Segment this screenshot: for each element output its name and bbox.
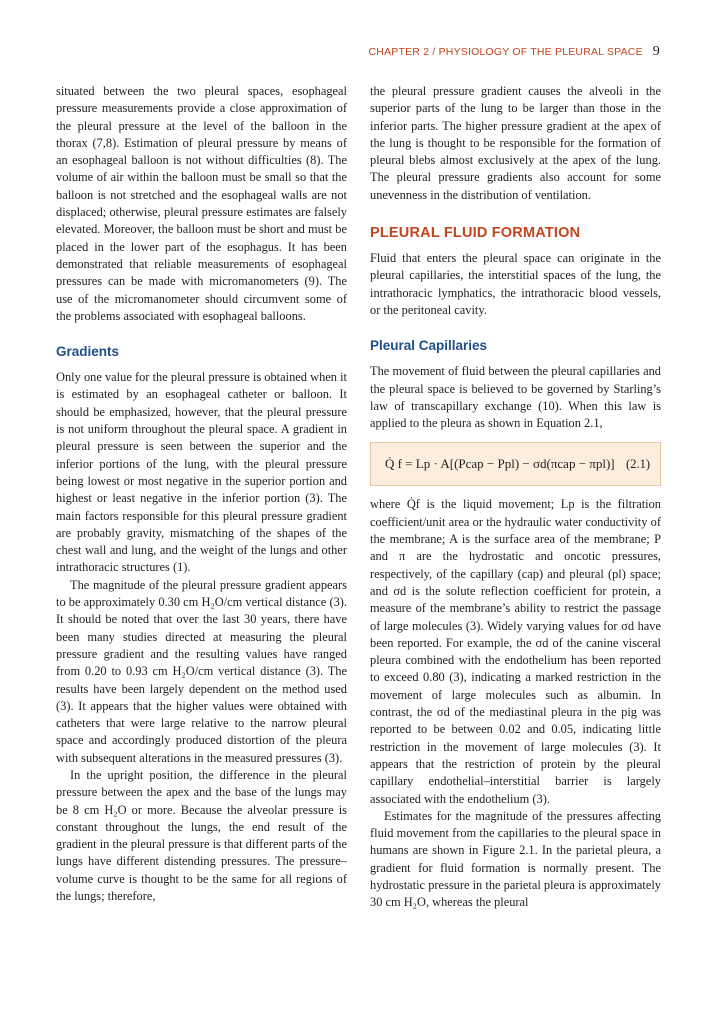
left-column — [56, 83, 347, 905]
paragraph-starling: The movement of fluid between the pleural capillaries and the pleural space is believed to be governed by Starling’s law of transcapillary exchange (10). When this law is applied to the pleura as shown in Equation 2.1, — [370, 364, 661, 431]
heading-gradients: Gradients — [56, 344, 120, 360]
paragraph-upright-position: In the upright position, the difference in the pleural pressure between the apex and the base of the lungs may be 8 cm H₂O or more. Because the alveolar pressure is constant throughout the lungs, the end result of the gradient in the pleural pressure is that different parts of the lungs have different distending pressures. The pressure–volume curve is thought to be the same for all regions of the lungs; therefore, — [56, 767, 347, 904]
running-header — [369, 44, 661, 60]
equation-number: (2.1) — [626, 456, 650, 471]
paragraph-fluid-origin: Fluid that enters the pleural space can originate in the pleural capillaries, the interstitial spaces of the lung, the intrathoracic lymphatics, the intrathoracic blood vessels, or the peritoneal cavity. — [370, 251, 661, 317]
page-number: 9 — [652, 44, 660, 59]
paragraph-pressure-estimates: Estimates for the magnitude of the pressures affecting fluid movement from the capillaries to the pleural space in humans are shown in Figure 2.1. In the parietal pleura, a gradient for fluid formation is normally present. The hydrostatic pressure in the parietal pleura is approximately 30 cm H₂O, whereas the pleural — [370, 808, 661, 910]
paragraph-gradient-magnitude: The magnitude of the pleural pressure gradient appears to be approximately 0.30 cm H₂O/cm vertical distance (3). It should be noted that over the last 30 years, there have been many studies directed at measuring the pleural pressure gradient and the resulting values have ranged from 0.20 to 0.93 cm H₂O/cm vertical distance (3). The results have been largely dependent on the method used (3). It appears that the higher values were obtained with catheters that were large relative to the narrow pleural space and accordingly produced distortion of the pleura with subsequent alterations in the measured pressures (3). — [56, 577, 347, 765]
heading-pleural-capillaries: Pleural Capillaries — [370, 338, 488, 354]
heading-pleural-fluid-formation: PLEURAL FLUID FORMATION — [370, 225, 581, 242]
paragraph-alveoli: the pleural pressure gradient causes the alveoli in the superior parts of the lung to be larger than those in the inferior parts. The higher pressure gradient at the apex of the lung is thought to be responsible for the formation of pleural blebs almost exclusively at the apex of the lung. The pleural pressure gradients also account for some unevenness in the distribution of ventilation. — [370, 84, 661, 202]
paragraph-gradients: Only one value for the pleural pressure is obtained when it is estimated by an esophageal catheter or balloon. It should be emphasized, however, that the pleural pressure is not uniform throughout the pleural space. A gradient in pleural pressure is seen between the superior and the inferior portions of the lung, with the pleural pressure being lowest or most negative in the superior portion and highest or least negative in the inferior portion (3). The main factors responsible for this pleural pressure gradient are probably gravity, mismatching of the shapes of the chest wall and lung, and the weight of the lungs and other intrathoracic structures (1). — [56, 370, 347, 575]
paragraph-starling-terms: where Q̇f is the liquid movement; Lp is the filtration coefficient/unit area or the hydraulic water conductivity of the membrane; A is the surface area of the membrane; P and π are the hydrostatic and oncotic pressures, respectively, of the capillary (cap) and pleural (pl) space; and σd is the solute reflection coefficient for protein, a measure of the membrane’s ability to restrict the passage of large molecules (3). Widely varying values for σd have been reported. For example, the σd of the canine visceral pleura combined with the endothelium has been reported to exceed 0.80 (3), indicating a marked restriction in the movement of large molecules such as albumin. In contrast, the σd of the mediastinal pleura in the pig was reported to be between 0.02 and 0.05, indicating little restriction in the movement of large molecules (3). It appears that the restriction of protein by the pleural capillary endothelial–interstitial barrier is largely associated with the endothelium (3). — [370, 497, 661, 806]
equation-2-1: Q̇ f = Lp · A[(Pcap − Ppl) − σd(πcap − πpl)] — [385, 456, 615, 472]
right-column — [370, 83, 661, 912]
chapter-title: CHAPTER 2 / PHYSIOLOGY OF THE PLEURAL SPACE — [368, 46, 643, 58]
equation-box — [370, 442, 661, 486]
paragraph-esophageal: situated between the two pleural spaces, esophageal pressure measurements provide a close approximation of the pleural pressure at the level of the balloon in the thorax (7,8). Estimation of pleural pressure by means of an esophageal balloon is not without difficulties (8). The volume of air within the balloon must be small so that the balloon is not stretched and the esophageal walls are not displaced; otherwise, pleural pressure estimates are falsely elevated. Moreover, the balloon must be short and must be placed in the lower part of the esophagus. It has been demonstrated that reliable measurements of esophageal pressures can be made with micromanometers (9). The use of the micromanometer should circumvent some of the problems associated with esophageal balloons. — [56, 84, 347, 323]
